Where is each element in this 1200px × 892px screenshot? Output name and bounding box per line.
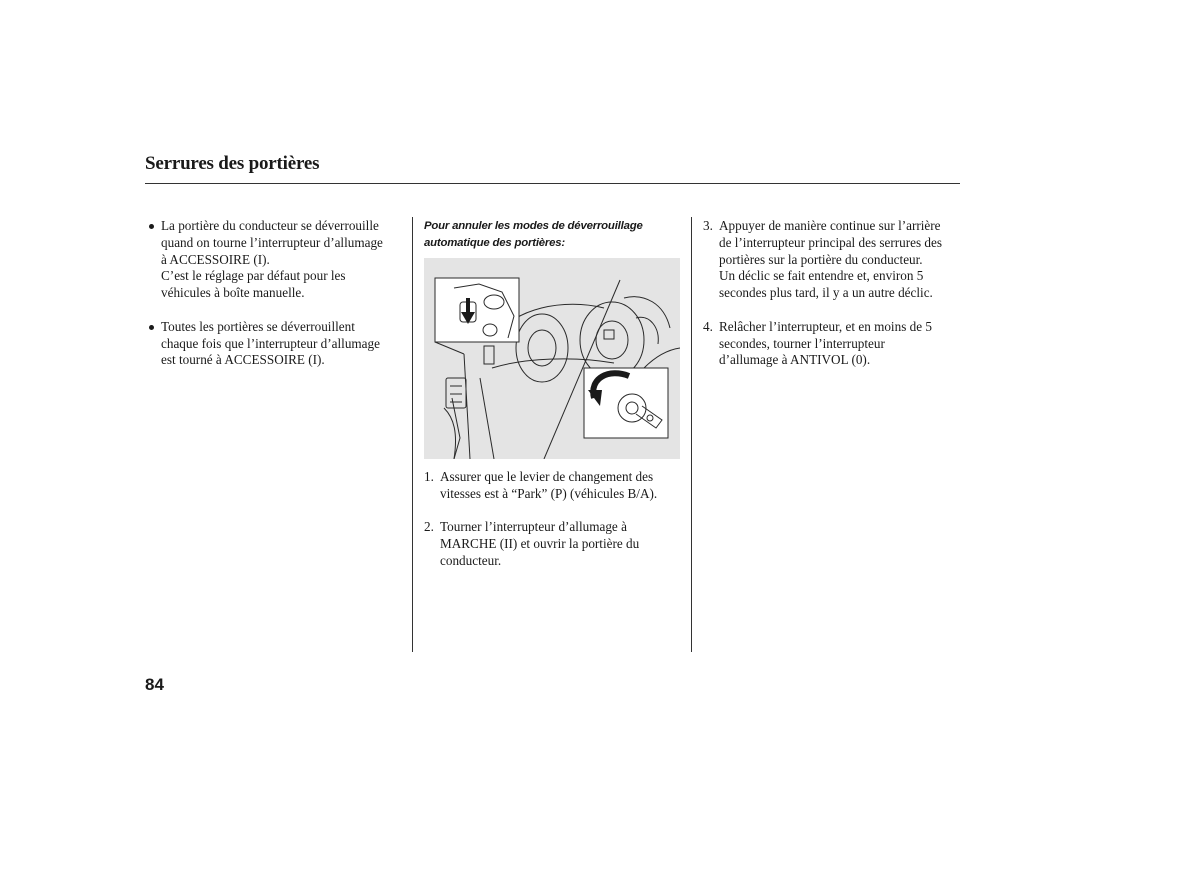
dashboard-drawing-icon xyxy=(424,258,680,459)
bullet-item xyxy=(145,319,405,369)
title-rule xyxy=(145,183,960,184)
ignition-illustration xyxy=(424,258,680,459)
step-item xyxy=(703,218,965,302)
bullet-line: est tourné à ACCESSOIRE (I). xyxy=(161,352,325,368)
step-number: 4. xyxy=(703,318,713,334)
middle-column-heading xyxy=(424,218,686,252)
bullet-line: La portière du conducteur se déverrouille xyxy=(161,218,379,233)
page-number: 84 xyxy=(145,675,164,694)
bullet-line: chaque fois que l’interrupteur d’allumage xyxy=(161,335,380,351)
step-line: Un déclic se fait entendre et, environ 5 xyxy=(719,268,924,284)
right-column xyxy=(703,218,965,386)
step-item xyxy=(703,319,965,369)
step-number: 2. xyxy=(424,519,434,535)
bullet-line: quand on tourne l’interrupteur d’allumage xyxy=(161,234,383,250)
bullet-line: à ACCESSOIRE (I). xyxy=(161,251,270,267)
bullet-item xyxy=(145,218,405,302)
step-line: conducteur. xyxy=(440,552,502,568)
bullet-line: Toutes les portières se déverrouillent xyxy=(161,318,355,334)
step-number: 3. xyxy=(703,218,713,233)
left-column xyxy=(145,218,405,386)
step-line: Assurer que le levier de changement des xyxy=(440,469,654,484)
step-item xyxy=(424,519,686,569)
step-number: 1. xyxy=(424,469,434,484)
step-item xyxy=(424,469,686,503)
subheading-line: Pour annuler les modes de déverrouillage xyxy=(424,220,643,232)
middle-column-steps xyxy=(424,469,686,587)
step-line: secondes, tourner l’interrupteur xyxy=(719,335,885,351)
subheading-line: automatique des portières: xyxy=(424,237,566,249)
step-line: Tourner l’interrupteur d’allumage à xyxy=(440,519,627,535)
step-line: portières sur la portière du conducteur. xyxy=(719,251,923,267)
bullet-dot-icon xyxy=(149,325,154,330)
column-divider-left xyxy=(412,217,413,652)
bullet-line: C’est le réglage par défaut pour les xyxy=(161,268,346,284)
step-line: vitesses est à “Park” (P) (véhicules B/A). xyxy=(440,485,658,501)
bullet-line: véhicules à boîte manuelle. xyxy=(161,285,305,301)
step-line: d’allumage à ANTIVOL (0). xyxy=(719,352,871,368)
column-divider-right xyxy=(691,217,692,652)
page-title: Serrures des portières xyxy=(145,153,320,174)
step-line: Relâcher l’interrupteur, et en moins de 5 xyxy=(719,318,932,334)
step-line: de l’interrupteur principal des serrures des xyxy=(719,234,943,250)
step-line: MARCHE (II) et ouvrir la portière du xyxy=(440,536,640,552)
step-line: secondes plus tard, il y a un autre déclic. xyxy=(719,285,933,301)
bullet-dot-icon xyxy=(149,224,154,229)
step-line: Appuyer de manière continue sur l’arrière xyxy=(719,218,941,233)
